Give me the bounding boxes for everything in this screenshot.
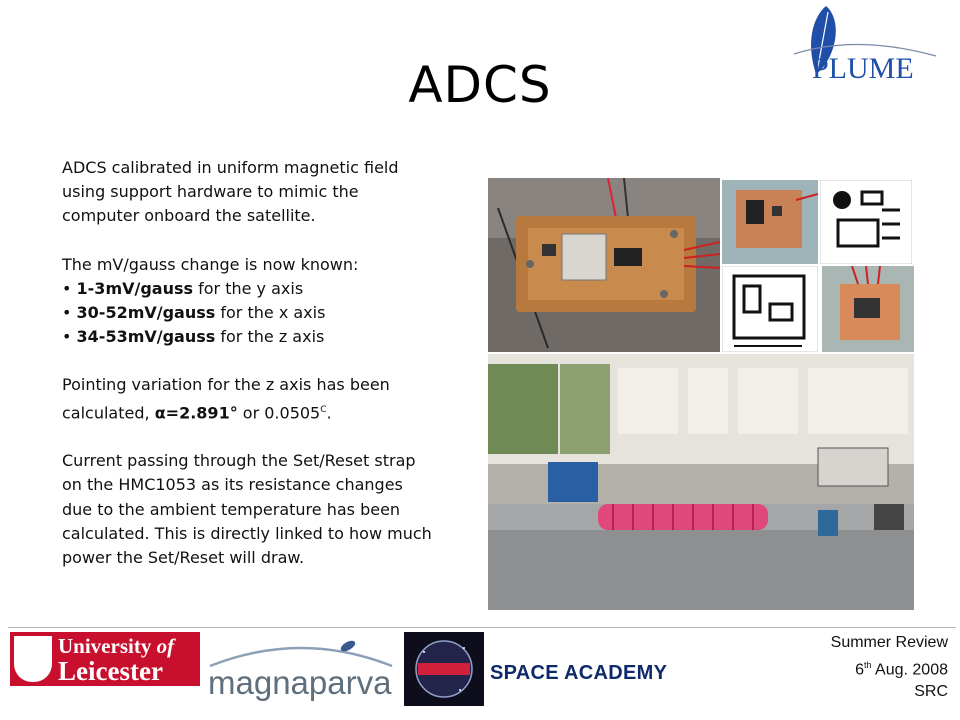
bullet-z-label: for the z axis <box>215 327 325 347</box>
leicester-university: University <box>58 634 152 658</box>
leicester-shield-icon <box>14 636 52 682</box>
lab-setup-photo <box>488 354 914 610</box>
bullet-z-value: 34-53mV/gauss <box>76 327 216 347</box>
national-space-centre-logo <box>404 632 484 706</box>
pcb-photo <box>488 178 720 352</box>
body-text <box>62 156 434 570</box>
paragraph-mv-gauss-intro: The mV/gauss change is now known: <box>62 254 359 274</box>
plume-wordmark: PLUME <box>812 52 914 85</box>
pcb-layout-diagram-2 <box>722 266 818 352</box>
bullet-y-axis: • 1-3mV/gauss for the y axis <box>62 278 304 298</box>
bullet-y-value: 1-3mV/gauss <box>76 278 194 298</box>
leicester-logo <box>10 632 200 686</box>
alpha-value: α=2.891° <box>154 402 238 422</box>
footer-event: Summer Review <box>830 634 948 651</box>
space-academy-label: SPACE ACADEMY <box>490 662 668 684</box>
magnaparva-wordmark: magnaparva <box>208 664 392 701</box>
footer-divider <box>8 627 956 628</box>
paragraph-set-reset: Current passing through the Set/Reset strap on the HMC1053 as its resistance changes due to the ambient temperature has been calculated. This is directly linked to how much power the Set/Reset will draw. <box>62 451 432 567</box>
slide-title: ADCS <box>408 56 552 114</box>
bullet-x-value: 30-52mV/gauss <box>76 303 216 323</box>
paragraph-calibration: ADCS calibrated in uniform magnetic field using support hardware to mimic the computer onboard the satellite. <box>62 158 399 226</box>
leicester-name: Leicester <box>58 656 163 686</box>
bullet-x-label: for the x axis <box>215 303 326 323</box>
leicester-of: of <box>156 634 175 658</box>
footer-org: SRC <box>914 683 948 701</box>
bullet-z-axis: • 34-53mV/gauss for the z axis <box>62 327 325 347</box>
bullet-y-label: for the y axis <box>193 278 304 298</box>
pcb-layout-diagram-1 <box>820 180 912 264</box>
paragraph-pointing-variation: Pointing variation for the z axis has been calculated, α=2.891° or $0.0505^C$. <box>62 375 390 422</box>
pcb-small-photo <box>722 180 818 264</box>
footer-info <box>831 632 948 703</box>
magnaparva-logo <box>206 632 396 702</box>
pcb-orange-photo <box>822 266 914 352</box>
footer-date: 6th Aug. 2008 <box>855 660 948 679</box>
bullet-x-axis: • 30-52mV/gauss for the x axis <box>62 303 326 323</box>
